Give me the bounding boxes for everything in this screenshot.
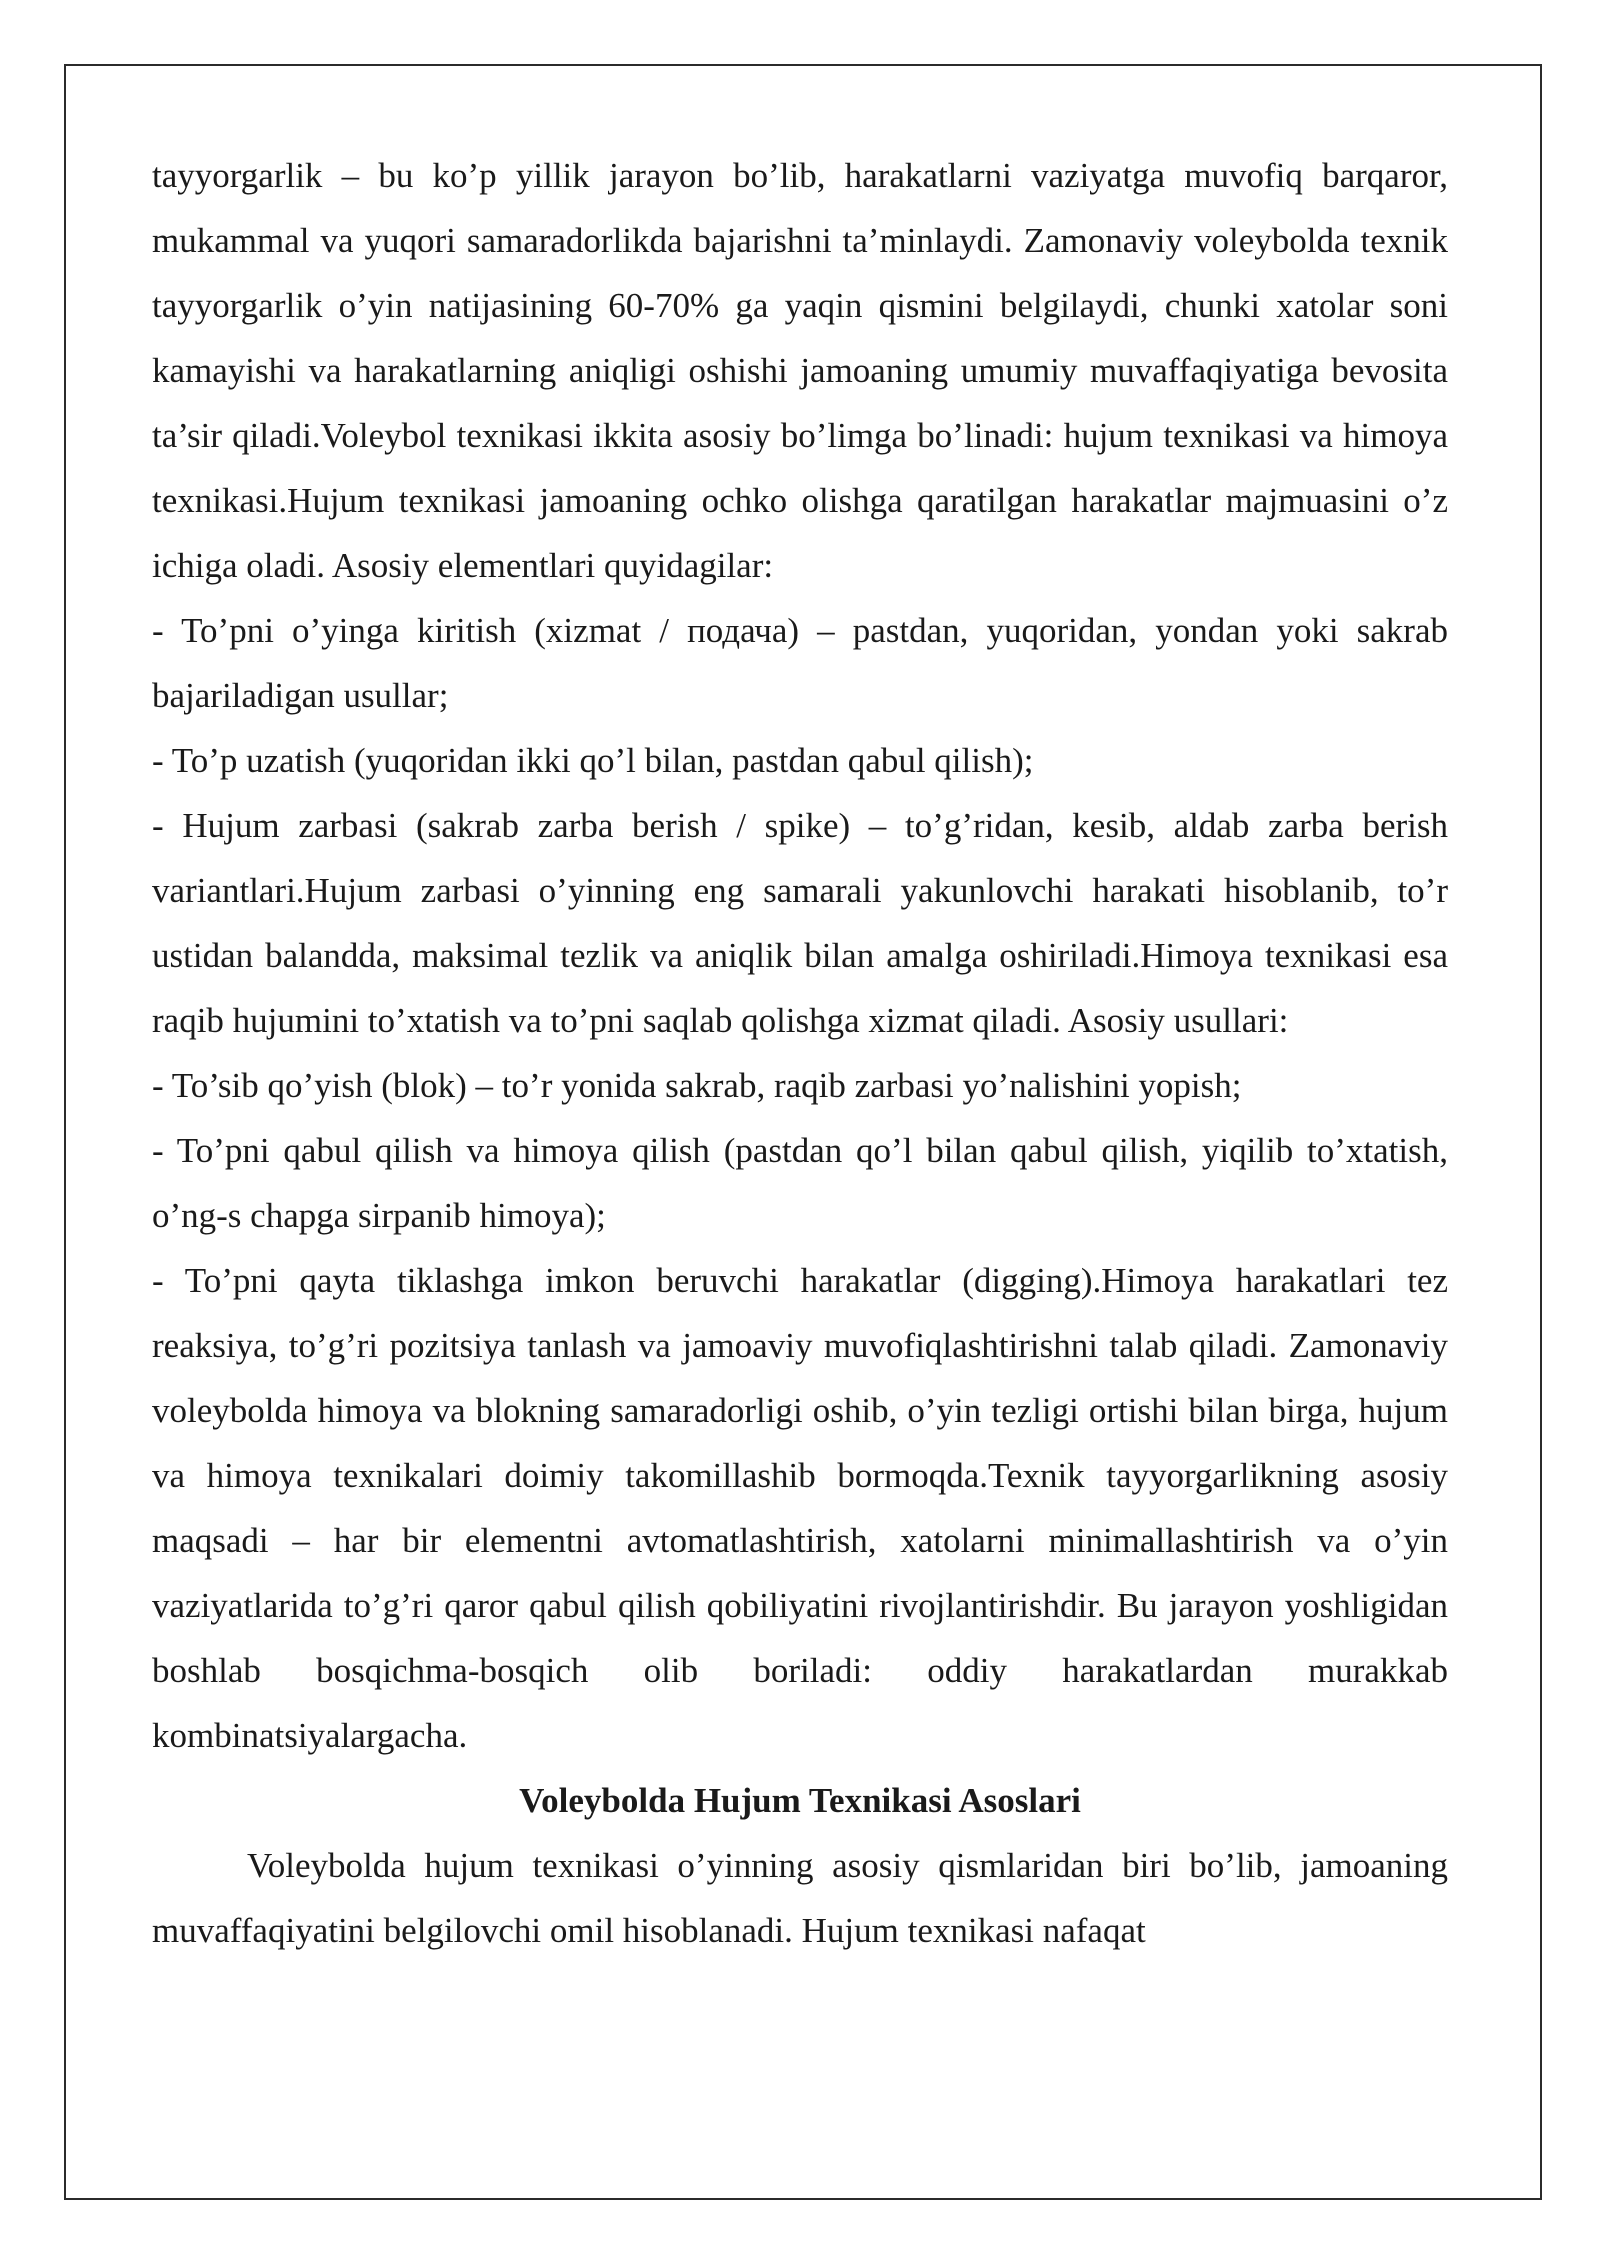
- document-body: [152, 143, 1448, 1963]
- paragraph-technical-preparation: tayyorgarlik – bu ko’p yillik jarayon bo’lib, harakatlarni vaziyatga muvofiq barqaror, mukammal va yuqori samaradorlikda bajarishni ta’minlaydi. Zamonaviy voleybolda texnik tayyorgarlik o’yin natijasining 60-70% ga yaqin qismini belgilaydi, chunki xatolar soni kamayishi va harakatlarning aniqligi oshishi jamoaning umumiy muvaffaqiyatiga bevosita ta’sir qiladi.Voleybol texnikasi ikkita asosiy bo’limga bo’linadi: hujum texnikasi va himoya texnikasi.Hujum texnikasi jamoaning ochko olishga qaratilgan harakatlar majmuasini o’z ichiga oladi. Asosiy elementlari quyidagilar:: [152, 156, 1448, 585]
- list-item-receive: - To’pni qabul qilish va himoya qilish (pastdan qo’l bilan qabul qilish, yiqilib to’xtatish, o’ng-s chapga sirpanib himoya);: [152, 1131, 1448, 1235]
- paragraph-attack-intro: Voleybolda hujum texnikasi o’yinning asosiy qismlaridan biri bo’lib, jamoaning muvaffaqiyatini belgilovchi omil hisoblanadi. Hujum texnikasi nafaqat: [152, 1846, 1448, 1950]
- list-item-pass: - To’p uzatish (yuqoridan ikki qo’l bilan, pastdan qabul qilish);: [152, 741, 1034, 780]
- list-item-block: - To’sib qo’yish (blok) – to’r yonida sakrab, raqib zarbasi yo’nalishini yopish;: [152, 1066, 1242, 1105]
- list-item-attack-hit: - Hujum zarbasi (sakrab zarba berish / spike) – to’g’ridan, kesib, aldab zarba berish variantlari.Hujum zarbasi o’yinning eng samarali yakunlovchi harakati hisoblanib, to’r ustidan balandda, maksimal tezlik va aniqlik bilan amalga oshiriladi.Himoya texnikasi esa raqib hujumini to’xtatish va to’pni saqlab qolishga xizmat qiladi. Asosiy usullari:: [152, 806, 1448, 1040]
- list-item-digging: - To’pni qayta tiklashga imkon beruvchi harakatlar (digging).Himoya harakatlari tez reaksiya, to’g’ri pozitsiya tanlash va jamoaviy muvofiqlashtirishni talab qiladi. Zamonaviy voleybolda himoya va blokning samaradorligi oshib, o’yin tezligi ortishi bilan birga, hujum va himoya texnikalari doimiy takomillashib bormoqda.Texnik tayyorgarlikning asosiy maqsadi – har bir elementni avtomatlashtirish, xatolarni minimallashtirish va o’yin vaziyatlarida to’g’ri qaror qabul qilish qobiliyatini rivojlantirishdir. Bu jarayon yoshligidan boshlab bosqichma-bosqich olib boriladi: oddiy harakatlardan murakkab kombinatsiyalargacha.: [152, 1261, 1448, 1755]
- list-item-serve: - To’pni o’yinga kiritish (xizmat / подача) – pastdan, yuqoridan, yondan yoki sakrab bajariladigan usullar;: [152, 611, 1448, 715]
- section-heading: Voleybolda Hujum Texnikasi Asoslari: [519, 1781, 1081, 1820]
